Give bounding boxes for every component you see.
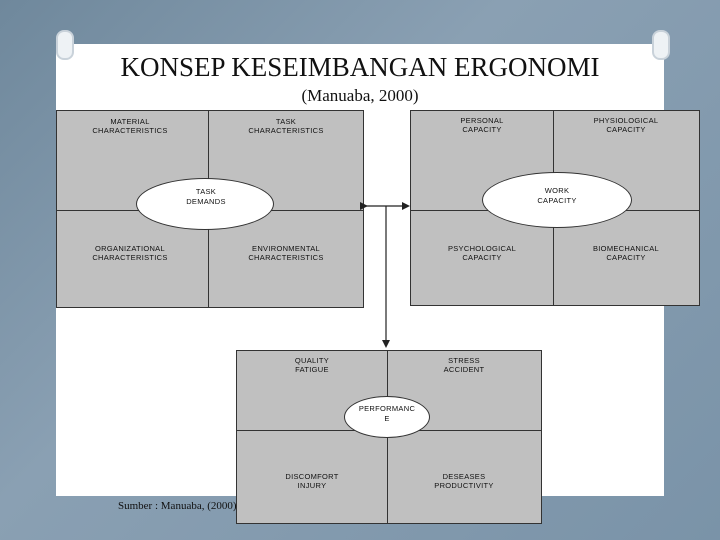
task-characteristics-label: TASK CHARACTERISTICS [248, 117, 324, 135]
psychological-capacity-label: PSYCHOLOGICAL CAPACITY [447, 244, 517, 262]
material-characteristics-label: MATERIAL CHARACTERISTICS [92, 117, 168, 135]
discomfort-injury-label: DISCOMFORT INJURY [285, 472, 339, 490]
stress-accident-label: STRESS ACCIDENT [443, 356, 485, 374]
personal-capacity-label: PERSONAL CAPACITY [460, 116, 504, 134]
physiological-capacity-label: PHYSIOLOGICAL CAPACITY [593, 116, 659, 134]
deseases-productivity-label: DESEASES PRODUCTIVITY [434, 472, 494, 490]
source-citation: Sumber : Manuaba, (2000) [118, 500, 237, 512]
biomechanical-capacity-label: BIOMECHANICAL CAPACITY [593, 244, 659, 262]
quality-fatigue-label: QUALITY FATIGUE [294, 356, 330, 374]
task-demands-label: TASK DEMANDS [186, 187, 226, 206]
page-title: KONSEP KESEIMBANGAN ERGONOMI [120, 52, 600, 82]
performance-label: PERFORMANC E [358, 404, 416, 423]
work-capacity-label: WORK CAPACITY [537, 186, 577, 205]
environmental-characteristics-label: ENVIRONMENTAL CHARACTERISTICS [248, 244, 324, 262]
page-subtitle: (Manuaba, 2000) [301, 86, 419, 105]
organizational-characteristics-label: ORGANIZATIONAL CHARACTERISTICS [92, 244, 168, 262]
